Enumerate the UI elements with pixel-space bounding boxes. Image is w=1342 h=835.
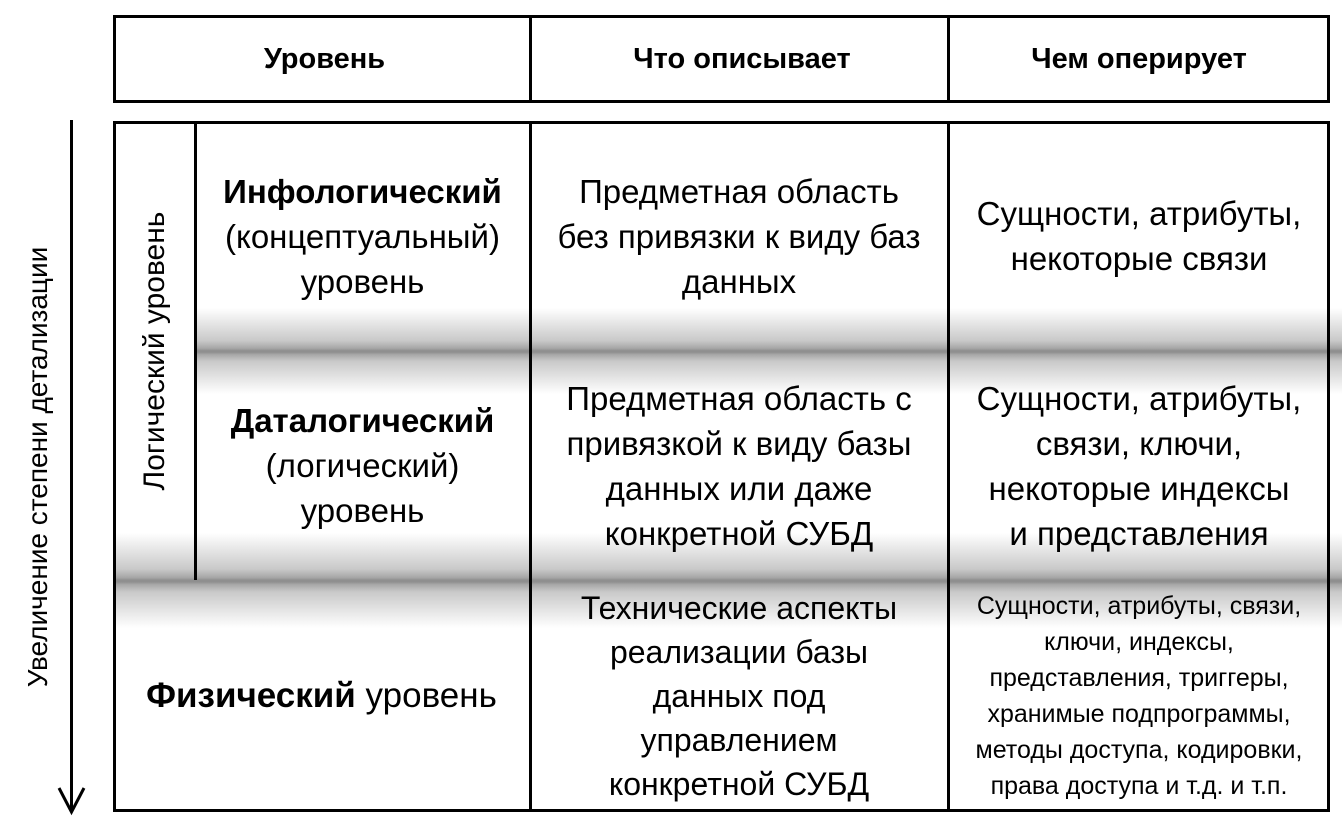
operates-line: ключи, индексы, bbox=[1044, 628, 1234, 656]
level-sub-line: (логический) bbox=[265, 447, 460, 484]
describes-line: данных или даже bbox=[605, 469, 873, 507]
header-cell-level: Уровень bbox=[263, 42, 386, 75]
cell-level-physical bbox=[113, 580, 530, 812]
operates-line: методы доступа, кодировки, bbox=[975, 736, 1303, 764]
describes-line: конкретной СУБД bbox=[604, 514, 874, 552]
operates-line: Сущности, атрибуты, связи, bbox=[976, 592, 1302, 620]
operates-line: Сущности, атрибуты, bbox=[976, 379, 1302, 417]
level-name: Физический bbox=[146, 676, 356, 715]
operates-line: Сущности, атрибуты, bbox=[976, 195, 1302, 232]
level-sub-line: (концептуальный) bbox=[225, 217, 500, 255]
level-sub-inline: уровень bbox=[355, 676, 497, 715]
cell-level-infological bbox=[195, 121, 530, 351]
describes-line: Предметная область bbox=[579, 172, 899, 210]
header-cell-operates: Чем оперирует bbox=[1031, 42, 1247, 75]
level-name: Даталогический bbox=[230, 402, 495, 439]
operates-line: права доступа и т.д. и т.п. bbox=[990, 772, 1288, 800]
down-arrow-icon bbox=[55, 118, 89, 818]
group-label-logical-level: Логический уровень bbox=[138, 211, 171, 490]
cell-level-datalogical bbox=[195, 351, 530, 580]
header-cell-describes: Что описывает bbox=[633, 42, 851, 75]
cell-operates-physical bbox=[948, 580, 1330, 812]
describes-line: Технические аспекты bbox=[580, 590, 898, 626]
header-divider-2 bbox=[947, 15, 950, 103]
header-table bbox=[113, 15, 1330, 103]
operates-line: и представления bbox=[1009, 514, 1269, 552]
describes-line: управлением bbox=[640, 722, 838, 758]
cell-describes-datalogical bbox=[530, 351, 948, 580]
describes-line: без привязки к виду баз bbox=[557, 217, 921, 255]
describes-line: реализации базы bbox=[609, 634, 869, 670]
header-divider-1 bbox=[529, 15, 532, 103]
level-name-line bbox=[146, 674, 497, 718]
operates-line: хранимые подпрограммы, bbox=[987, 700, 1291, 728]
operates-line: представления, триггеры, bbox=[989, 664, 1289, 692]
level-sub-line: уровень bbox=[300, 262, 425, 300]
describes-line: данных bbox=[681, 262, 797, 300]
group-label-box bbox=[116, 121, 194, 580]
operates-line: некоторые связи bbox=[1010, 240, 1268, 277]
cell-describes-physical bbox=[530, 580, 948, 812]
level-name: Инфологический bbox=[223, 172, 502, 210]
describes-line: привязкой к виду базы bbox=[566, 424, 912, 462]
cell-describes-infological bbox=[530, 121, 948, 351]
describes-line: Предметная область с bbox=[566, 379, 912, 417]
operates-line: некоторые индексы bbox=[988, 469, 1290, 507]
axis-label: Увеличение степени детализации bbox=[22, 246, 53, 687]
cell-operates-infological bbox=[948, 121, 1330, 351]
level-sub-line: уровень bbox=[300, 492, 425, 529]
describes-line: конкретной СУБД bbox=[608, 766, 870, 802]
operates-line: связи, ключи, bbox=[1035, 424, 1243, 462]
cell-operates-datalogical bbox=[948, 351, 1330, 580]
describes-line: данных под bbox=[652, 678, 826, 714]
